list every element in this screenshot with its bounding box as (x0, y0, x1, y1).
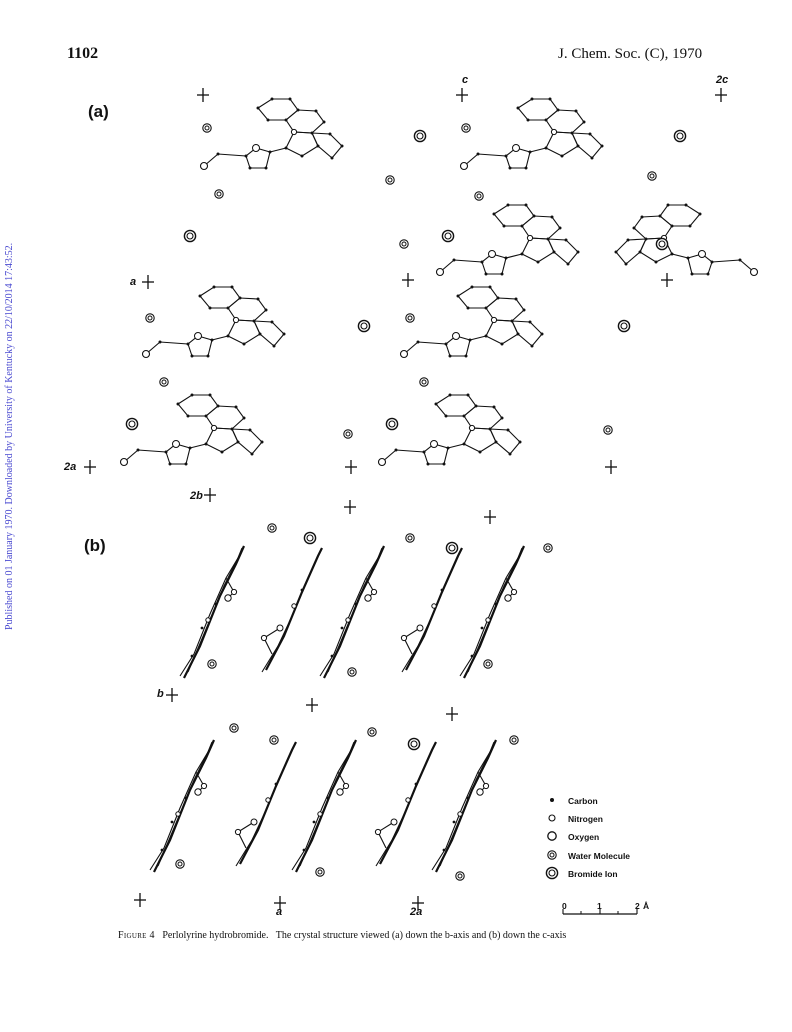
lattice-point-cross (84, 460, 96, 474)
water-b (316, 868, 324, 876)
water-a (160, 378, 168, 386)
legend-oxygen-label: Oxygen (568, 832, 600, 842)
water-b (270, 736, 278, 744)
legend-carbon-symbol (550, 798, 554, 802)
molecule-b2 (261, 548, 322, 672)
axis-label-2a: 2a (64, 461, 77, 473)
bromide-ion-a (674, 130, 685, 141)
scale-two: 2 (635, 901, 640, 911)
water-a (215, 190, 223, 198)
scale-bar (563, 909, 637, 914)
molecule-a2 (461, 98, 604, 170)
water-a (604, 426, 612, 434)
water-b (456, 872, 464, 880)
water-b (406, 534, 414, 542)
molecule-b5 (460, 546, 524, 678)
water-b (484, 660, 492, 668)
lattice-point-cross (142, 275, 154, 289)
water-b (268, 524, 276, 532)
molecule-b6 (150, 740, 214, 872)
water-a (146, 314, 154, 322)
lattice-point-cross (166, 688, 178, 702)
bromide-ion-a (618, 320, 629, 331)
water-b (510, 736, 518, 744)
legend-bromide-symbol (546, 867, 557, 878)
lattice-point-cross (345, 460, 357, 474)
water-b (230, 724, 238, 732)
water-a (462, 124, 470, 132)
legend-oxygen-symbol (548, 832, 556, 840)
water-a (203, 124, 211, 132)
panel-b-label: (b) (84, 536, 106, 555)
page-number: 1102 (67, 45, 99, 62)
water-b (368, 728, 376, 736)
bromide-ion-a (414, 130, 425, 141)
caption-text: The crystal structure viewed (a) down the b-axis and (b) down the c-axis (275, 930, 567, 941)
lattice-point-cross (402, 273, 414, 287)
molecule-b9 (375, 742, 436, 866)
legend-nitrogen-symbol (549, 815, 555, 821)
molecule-a1 (201, 98, 344, 170)
molecule-b10 (432, 740, 496, 872)
water-b (208, 660, 216, 668)
molecule-a7 (121, 394, 264, 466)
lattice-point-cross (134, 893, 146, 907)
water-a (420, 378, 428, 386)
lattice-point-cross (605, 460, 617, 474)
lattice-point-cross (197, 88, 209, 102)
axis-label-2c: 2c (716, 74, 729, 86)
panel-a-label: (a) (88, 102, 109, 121)
water-a (400, 240, 408, 248)
molecule-a5 (143, 286, 286, 358)
molecule-a8 (379, 394, 522, 466)
lattice-point-cross (344, 500, 356, 514)
bromide-ion-a (184, 230, 195, 241)
legend-water-label: Water Molecule (568, 851, 631, 861)
molecule-a3 (615, 204, 758, 276)
lattice-point-cross (661, 273, 673, 287)
legend-nitrogen-label: Nitrogen (568, 814, 603, 824)
scale-one: 1 (597, 901, 602, 911)
molecule-b8 (292, 740, 356, 872)
water-b (544, 544, 552, 552)
scale-zero: 0 (562, 901, 567, 911)
bromide-ion-a (656, 238, 667, 249)
axis-label-a-bottom: a (276, 906, 283, 918)
bromide-ion-a (442, 230, 453, 241)
molecule-a4 (437, 204, 580, 276)
bromide-ion-a (386, 418, 397, 429)
water-b (176, 860, 184, 868)
water-a (386, 176, 394, 184)
molecule-b3 (320, 546, 384, 678)
legend-water-symbol (548, 851, 556, 859)
side-note-text: Published on 01 January 1970. Downloaded by University of Kentucky on 22/10/2014 17:43:52. (4, 242, 15, 630)
lattice-point-cross (446, 707, 458, 721)
lattice-point-cross (456, 88, 468, 102)
lattice-point-cross (274, 896, 286, 910)
axis-label-2b: 2b (190, 490, 203, 502)
molecule-b1 (180, 546, 244, 678)
bromide-ion-b (304, 532, 315, 543)
lattice-point-cross (715, 88, 727, 102)
journal-header: J. Chem. Soc. (C), 1970 (558, 46, 703, 62)
molecule-b4 (401, 548, 462, 672)
water-a (475, 192, 483, 200)
axis-label-a: a (130, 276, 137, 288)
molecule-b7 (235, 742, 296, 866)
water-a (406, 314, 414, 322)
axis-label-b: b (157, 688, 164, 700)
water-b (348, 668, 356, 676)
water-a (648, 172, 656, 180)
caption-figure-number: Figure 4 (118, 930, 155, 941)
water-a (344, 430, 352, 438)
bromide-ion-a (126, 418, 137, 429)
lattice-point-cross (412, 896, 424, 910)
axis-label-2a-bottom: 2a (410, 906, 423, 918)
scale-unit: Å (643, 901, 650, 911)
molecule-a6 (401, 286, 544, 358)
caption-title: Perlolyrine hydrobromide. (162, 930, 269, 941)
bromide-ion-b (446, 542, 457, 553)
bromide-ion-a (358, 320, 369, 331)
lattice-point-cross (204, 488, 216, 502)
axis-label-c: c (462, 74, 469, 86)
lattice-point-cross (306, 698, 318, 712)
legend-bromide-label: Bromide Ion (568, 869, 618, 879)
lattice-point-cross (484, 510, 496, 524)
legend-carbon-label: Carbon (568, 796, 598, 806)
bromide-ion-b (408, 738, 419, 749)
